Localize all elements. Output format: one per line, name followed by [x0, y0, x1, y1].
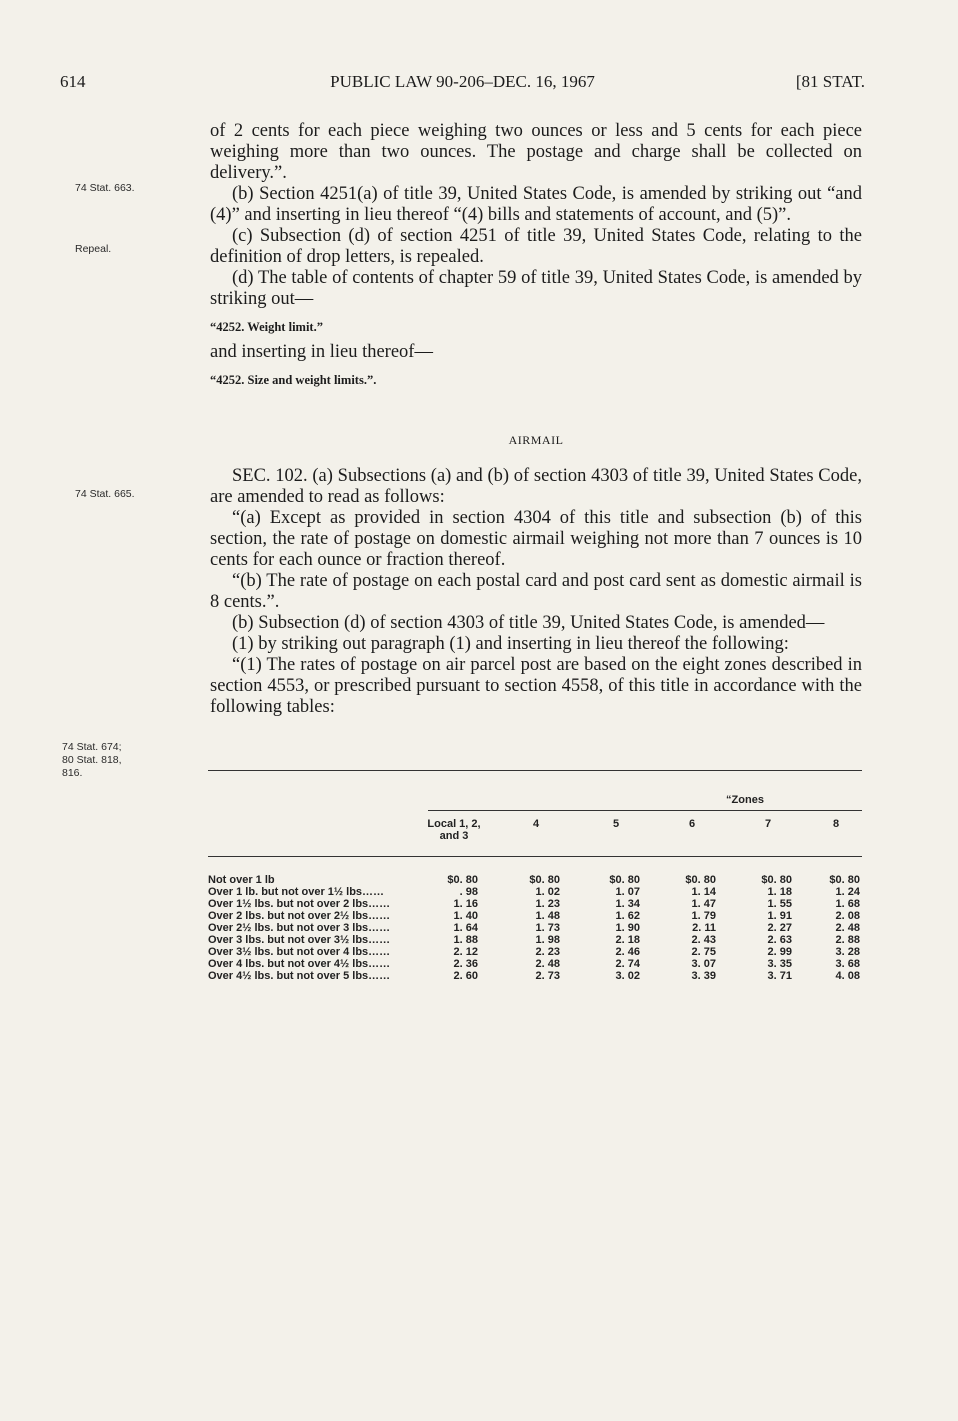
table-cell: 1. 91 [767, 910, 792, 922]
table-row-label: Over 1½ lbs. but not over 2 lbs…… [208, 898, 391, 910]
paragraph: (d) The table of contents of chapter 59 of title 39, United States Code, is amended by striking out— [210, 268, 862, 309]
table-cell: 3. 39 [691, 970, 716, 982]
margin-note-citation: 74 Stat. 663. [75, 182, 135, 194]
table-cell: 2. 48 [535, 958, 560, 970]
table-cell: 2. 08 [835, 910, 860, 922]
table-cell: 1. 14 [691, 886, 716, 898]
body-block-upper [210, 121, 862, 388]
table-row-label: Over 4 lbs. but not over 4½ lbs…… [208, 958, 391, 970]
table-row-label: Not over 1 lb [208, 874, 275, 886]
table-cell: 2. 74 [615, 958, 640, 970]
table-cell: 1. 90 [615, 922, 640, 934]
body-block-lower [210, 466, 862, 718]
table-column-header: 4 [532, 818, 540, 830]
table-cell: 2. 73 [535, 970, 560, 982]
table-row [208, 886, 862, 898]
page-header [60, 72, 865, 96]
table-rule-header [208, 856, 862, 857]
paragraph: “(a) Except as provided in section 4304 of this title and subsection (b) of this section, the rate of postage on domestic airmail weighing not more than 7 ounces is 10 cents for each ounce or fraction thereof. [210, 508, 862, 570]
margin-note-citation: 74 Stat. 674; 80 Stat. 818, 816. [62, 741, 122, 779]
table-column-header: 5 [612, 818, 620, 830]
table-cell: 1. 16 [453, 898, 478, 910]
table-cell: 2. 60 [453, 970, 478, 982]
table-cell: 2. 23 [535, 946, 560, 958]
table-row [208, 898, 862, 910]
table-column-header: 7 [764, 818, 772, 830]
table-row [208, 970, 862, 982]
table-cell: 1. 47 [691, 898, 716, 910]
table-row [208, 934, 862, 946]
paragraph: (b) Section 4251(a) of title 39, United States Code, is amended by striking out “and (4)” and inserting in lieu thereof “(4) bills and statements of account, and (5)”. [210, 184, 862, 225]
table-row [208, 874, 862, 886]
zones-label: “Zones [726, 794, 764, 806]
table-row-label: Over 4½ lbs. but not over 5 lbs…… [208, 970, 391, 982]
table-column-header: Local 1, 2, and 3 [427, 818, 481, 842]
table-row [208, 958, 862, 970]
paragraph: (b) Subsection (d) of section 4303 of title 39, United States Code, is amended— [232, 613, 825, 633]
table-cell: 2. 75 [691, 946, 716, 958]
section-heading: AIRMAIL [508, 433, 564, 447]
table-cell: 2. 48 [835, 922, 860, 934]
margin-note-repeal: Repeal. [75, 243, 112, 255]
page-number: 614 [60, 72, 86, 91]
table-cell: 2. 11 [692, 922, 716, 934]
table-cell: 3. 02 [615, 970, 640, 982]
table-cell: 1. 64 [453, 922, 478, 934]
table-row-label: Over 1 lb. but not over 1½ lbs…… [208, 886, 385, 898]
table-cell: $0. 80 [761, 874, 792, 886]
table-row-label: Over 2 lbs. but not over 2½ lbs…… [208, 910, 391, 922]
table-cell: 2. 18 [615, 934, 640, 946]
table-cell: 3. 35 [767, 958, 792, 970]
table-cell: 2. 27 [767, 922, 792, 934]
table-cell: 1. 24 [835, 886, 860, 898]
table-column-header: 6 [688, 818, 696, 830]
table-cell: $0. 80 [685, 874, 716, 886]
table-cell: 1. 34 [615, 898, 640, 910]
table-cell: 3. 68 [835, 958, 860, 970]
table-cell: 1. 23 [535, 898, 560, 910]
table-cell: 3. 28 [835, 946, 860, 958]
table-cell: 1. 88 [453, 934, 478, 946]
table-cell: 1. 18 [767, 886, 792, 898]
table-cell: 1. 79 [691, 910, 716, 922]
table-cell: . 98 [459, 886, 478, 898]
table-cell: $0. 80 [609, 874, 640, 886]
paragraph: of 2 cents for each piece weighing two ounces or less and 5 cents for each piece weighing more than two ounces. The postage and charge shall be collected on delivery.”. [210, 121, 862, 183]
table-cell: 1. 62 [615, 910, 640, 922]
running-title: PUBLIC LAW 90-206–DEC. 16, 1967 [330, 72, 595, 91]
paragraph: “(1) The rates of postage on air parcel post are based on the eight zones described in section 4553, or prescribed pursuant to section 4558, of this title in accordance with the following tables: [210, 655, 862, 717]
table-cell: 1. 73 [535, 922, 560, 934]
table-cell: 1. 98 [535, 934, 560, 946]
table-cell: 3. 71 [767, 970, 792, 982]
table-cell: 2. 99 [767, 946, 792, 958]
table-cell: 2. 46 [615, 946, 640, 958]
table-cell: 2. 36 [453, 958, 478, 970]
paragraph: (c) Subsection (d) of section 4251 of title 39, United States Code, relating to the definition of drop letters, is repealed. [210, 226, 862, 267]
table-cell: 3. 07 [691, 958, 716, 970]
table-cell: $0. 80 [829, 874, 860, 886]
margin-note-citation: 74 Stat. 665. [75, 488, 135, 500]
table-row [208, 910, 862, 922]
table-cell: 1. 68 [835, 898, 860, 910]
table-cell: 2. 43 [691, 934, 716, 946]
table-row [208, 946, 862, 958]
table-cell: $0. 80 [447, 874, 478, 886]
table-rule-top [208, 770, 862, 771]
statute-reference: [81 STAT. [795, 72, 865, 91]
table-cell: 4. 08 [835, 970, 860, 982]
table-cell: $0. 80 [529, 874, 560, 886]
quoted-entry: “4252. Size and weight limits.”. [210, 373, 377, 387]
paragraph: SEC. 102. (a) Subsections (a) and (b) of section 4303 of title 39, United States Code, are amended to read as follows: [210, 466, 862, 507]
table-cell: 1. 07 [615, 886, 640, 898]
table-cell: 2. 12 [453, 946, 478, 958]
table-cell: 1. 02 [535, 886, 560, 898]
table-row-label: Over 2½ lbs. but not over 3 lbs…… [208, 922, 391, 934]
table-cell: 2. 88 [835, 934, 860, 946]
table-rule-zones [428, 810, 862, 811]
quoted-entry: “4252. Weight limit.” [210, 320, 323, 334]
paragraph: “(b) The rate of postage on each postal card and post card sent as domestic airmail is 8 cents.”. [210, 571, 862, 612]
table-cell: 1. 40 [453, 910, 478, 922]
table-row [208, 922, 862, 934]
table-row-label: Over 3½ lbs. but not over 4 lbs…… [208, 946, 391, 958]
paragraph: (1) by striking out paragraph (1) and inserting in lieu thereof the following: [232, 634, 789, 654]
table-cell: 1. 55 [767, 898, 792, 910]
table-cell: 2. 63 [767, 934, 792, 946]
paragraph: and inserting in lieu thereof— [210, 342, 433, 362]
table-cell: 1. 48 [535, 910, 560, 922]
table-row-label: Over 3 lbs. but not over 3½ lbs…… [208, 934, 391, 946]
table-column-header: 8 [832, 818, 840, 830]
